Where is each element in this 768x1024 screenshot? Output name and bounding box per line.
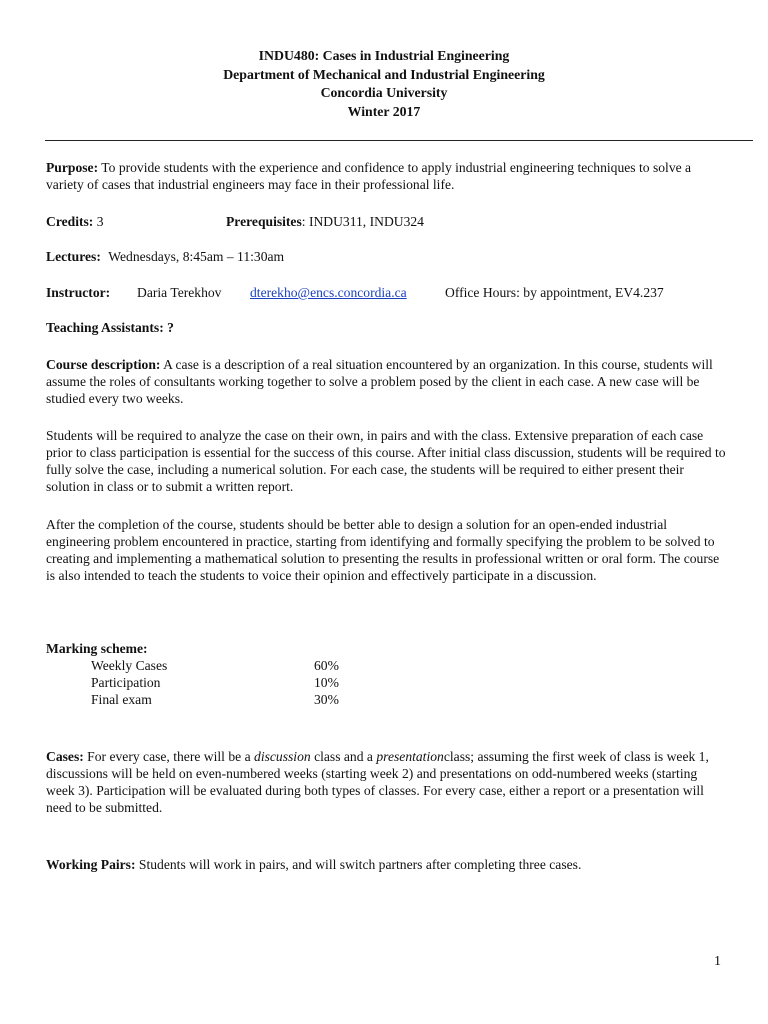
department-name: Department of Mechanical and Industrial Engineering — [223, 66, 545, 82]
working-pairs-label: Working Pairs: — [46, 857, 136, 872]
prerequisites-value: : INDU311, INDU324 — [301, 214, 424, 229]
marking-item-name: Weekly Cases — [91, 658, 168, 673]
purpose-text: To provide students with the experience and confidence to apply industrial engineering techniques to solve a variety of cases that industrial engineers may face in their professional life. — [46, 160, 692, 192]
marking-item-weight: 10% — [314, 675, 339, 690]
course-description-label: Course description: — [46, 357, 161, 372]
course-description-p3: After the completion of the course, students should be better able to design a solution for an open-ended industrial engineering problem encountered in practice, starting from identifying and formally specifying the problem to be solved to creating and implementing a mathematical solution to presenting the results in professional written or oral form. The course is also intended to teach the students to voice their opinion and effectively participate in a discussion. — [46, 517, 720, 583]
cases-emphasis-discussion: discussion — [254, 749, 311, 764]
prerequisites — [226, 213, 424, 230]
marking-item-weight: 60% — [314, 658, 339, 673]
header-divider — [45, 140, 753, 141]
lectures-row — [46, 248, 726, 265]
course-title: INDU480: Cases in Industrial Engineering — [258, 48, 510, 63]
page-number: 1 — [714, 954, 721, 969]
cases-text-1: For every case, there will be a — [87, 749, 251, 764]
lectures-label: Lectures: — [46, 249, 101, 264]
office-hours: Office Hours: by appointment, EV4.237 — [445, 285, 664, 300]
instructor-row — [46, 284, 726, 301]
course-description-p1 — [46, 356, 726, 407]
marking-item-name: Participation — [91, 675, 161, 690]
marking-scheme-label: Marking scheme: — [46, 641, 148, 656]
course-description-section — [46, 356, 726, 407]
marking-row — [46, 674, 726, 691]
instructor-name: Daria Terekhov — [137, 285, 222, 300]
marking-scheme-section — [46, 640, 726, 708]
teaching-assistants-row — [46, 319, 726, 336]
university-name: Concordia University — [320, 85, 448, 100]
lectures-value: Wednesdays, 8:45am – 11:30am — [108, 249, 285, 264]
purpose-section — [46, 159, 726, 193]
instructor-label: Instructor: — [46, 285, 111, 300]
cases-text-3: class; assuming the first week of class is week 1, discussions will be held on even-numbered weeks (starting week 2) and presentations on odd-numbered weeks (starting week 3). Participation will be evaluated during both types of classes. For every case, either a report or a presentation will need to be submitted. — [46, 749, 709, 815]
cases-section — [46, 748, 726, 816]
course-description-text: A case is a description of a real situation encountered by an organization. In this course, students will assume the roles of consultants working together to solve a problem posed by the client in each case. A new case will be studied every two weeks. — [46, 357, 713, 406]
marking-row — [46, 657, 726, 674]
working-pairs-section — [46, 856, 726, 873]
cases-text-2: class and a — [314, 749, 373, 764]
marking-row — [46, 691, 726, 708]
working-pairs-text: Students will work in pairs, and will switch partners after completing three cases. — [138, 857, 582, 872]
prerequisites-label: Prerequisites — [226, 214, 302, 229]
cases-emphasis-presentation: presentation — [376, 749, 444, 764]
credits-value: 3 — [96, 214, 104, 229]
marking-item-weight: 30% — [314, 692, 339, 707]
course-description-p2: Students will be required to analyze the case on their own, in pairs and with the class. Extensive preparation of each case prior to class participation is essential for the success of this course. After initial class discussion, students will be required to fully solve the case, including a numerical solution. For each case, the students will be required to either present their solution in class or to submit a written report. — [46, 428, 726, 494]
credits-row — [46, 213, 726, 230]
marking-item-name: Final exam — [91, 692, 152, 707]
credits-label: Credits: — [46, 214, 94, 229]
instructor-email-link[interactable]: dterekho@encs.concordia.ca — [250, 285, 407, 300]
teaching-assistants-label: Teaching Assistants: ? — [46, 320, 174, 335]
purpose-label: Purpose: — [46, 160, 99, 175]
term: Winter 2017 — [347, 103, 421, 119]
document-header — [0, 47, 768, 121]
cases-label: Cases: — [46, 749, 84, 764]
